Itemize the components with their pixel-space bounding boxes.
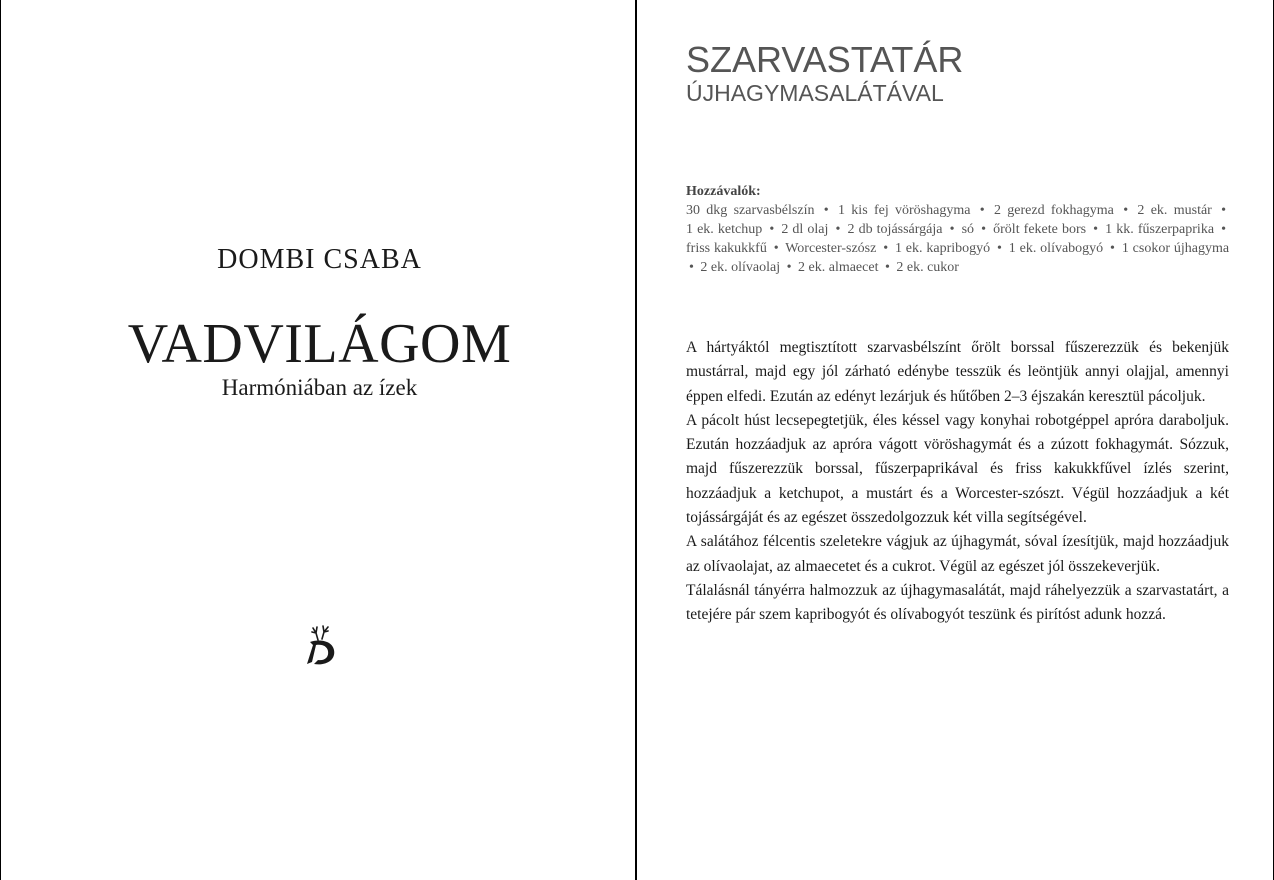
ingredient-item: 1 kk. fűszerpaprika bbox=[1105, 222, 1215, 237]
ingredients-label: Hozzávalók: bbox=[686, 184, 761, 199]
ingredient-separator: • bbox=[884, 260, 890, 275]
ingredient-item: 2 gerezd fokhagyma bbox=[993, 203, 1114, 218]
ingredient-separator: • bbox=[773, 241, 779, 256]
method-paragraph: A hártyáktól megtisztított szarvasbélszínt őrölt borssal fűszerezzük és bekenjük mustárral, majd egy jól zárható edénybe tesszük és leöntjük annyi olajjal, amennyi éppen elfedi. Ezután az edényt lezárjuk és hűtőben 2–3 éjszakán keresztül pácoljuk. bbox=[686, 339, 1229, 405]
preparation-text bbox=[686, 336, 1229, 628]
ingredient-item: 2 ek. cukor bbox=[896, 260, 959, 275]
recipe-page bbox=[639, 0, 1274, 880]
ingredient-separator: • bbox=[835, 222, 841, 237]
ingredient-separator: • bbox=[786, 260, 792, 275]
ingredient-separator: • bbox=[823, 203, 829, 218]
ingredient-item: 2 ek. olívaolaj bbox=[700, 260, 781, 275]
stag-antler-d-logo-icon bbox=[304, 622, 340, 668]
ingredient-item: 2 ek. mustár bbox=[1137, 203, 1212, 218]
ingredient-separator: • bbox=[1123, 203, 1129, 218]
book-title: VADVILÁGOM bbox=[127, 313, 512, 375]
author-name: DOMBI CSABA bbox=[217, 244, 422, 275]
ingredient-item: 1 ek. ketchup bbox=[686, 222, 763, 237]
ingredient-list bbox=[686, 203, 1229, 275]
method-paragraph: Tálalásnál tányérra halmozzuk az újhagymasalátát, majd ráhelyezzük a szarvastatárt, a tetejére pár szem kapribogyót és olívabogyót teszünk és pirítóst adunk hozzá. bbox=[686, 581, 1229, 624]
method-paragraph: A pácolt húst lecsepegtetjük, éles késsel vagy konyhai robotgéppel apróra daraboljuk. Ezután hozzáadjuk az apróra vágott vöröshagymát és a zúzott fokhagymát. Sózzuk, majd fűszerezzük borssal, fűszerpaprikával és friss kakukkfűvel ízlés szerint, hozzáadjuk a ketchupot, a mustárt és a Worcester-szószt. Végül hozzáadjuk a két tojássárgáját és az egészet összedolgozzuk két villa segítségével. bbox=[686, 411, 1229, 527]
ingredient-item: 1 ek. kapribogyó bbox=[894, 241, 991, 256]
ingredient-separator: • bbox=[1093, 222, 1099, 237]
ingredient-separator: • bbox=[997, 241, 1002, 256]
ingredient-separator: • bbox=[1110, 241, 1115, 256]
ingredient-item: 30 dkg szarvasbélszín bbox=[686, 203, 815, 218]
ingredient-item: 2 db tojássárgája bbox=[847, 222, 943, 237]
method-paragraph: A salátához félcentis szeletekre vágjuk az újhagymát, sóval ízesítjük, majd hozzáadjuk az olívaolajat, az almaecetet és a cukrot. Végül az egészet jól összekeverjük. bbox=[686, 533, 1229, 575]
ingredient-item: 2 dl olaj bbox=[781, 222, 829, 237]
ingredient-item: 1 csokor újhagyma bbox=[1121, 241, 1230, 256]
recipe-subtitle: ÚJHAGYMASALÁTÁVAL bbox=[686, 80, 944, 106]
ingredient-separator: • bbox=[1221, 203, 1227, 218]
ingredients-block bbox=[686, 182, 1229, 277]
ingredient-separator: • bbox=[883, 241, 889, 256]
ingredient-item: só bbox=[961, 222, 975, 237]
title-page bbox=[2, 0, 637, 880]
ingredient-item: 2 ek. almaecet bbox=[798, 260, 879, 275]
ingredient-item: 1 ek. olívabogyó bbox=[1008, 241, 1104, 256]
ingredient-item: friss kakukkfű bbox=[686, 241, 767, 256]
ingredient-separator: • bbox=[769, 222, 775, 237]
ingredient-separator: • bbox=[949, 222, 955, 237]
ingredient-separator: • bbox=[981, 222, 987, 237]
ingredient-separator: • bbox=[1221, 222, 1227, 237]
ingredient-separator: • bbox=[979, 203, 985, 218]
ingredient-item: őrölt fekete bors bbox=[993, 222, 1087, 237]
book-subtitle: Harmóniában az ízek bbox=[221, 375, 418, 400]
ingredient-separator: • bbox=[689, 260, 694, 275]
recipe-title: SZARVASTATÁR bbox=[686, 39, 964, 80]
ingredient-item: Worcester-szósz bbox=[785, 241, 877, 256]
ingredient-item: 1 kis fej vöröshagyma bbox=[838, 203, 971, 218]
